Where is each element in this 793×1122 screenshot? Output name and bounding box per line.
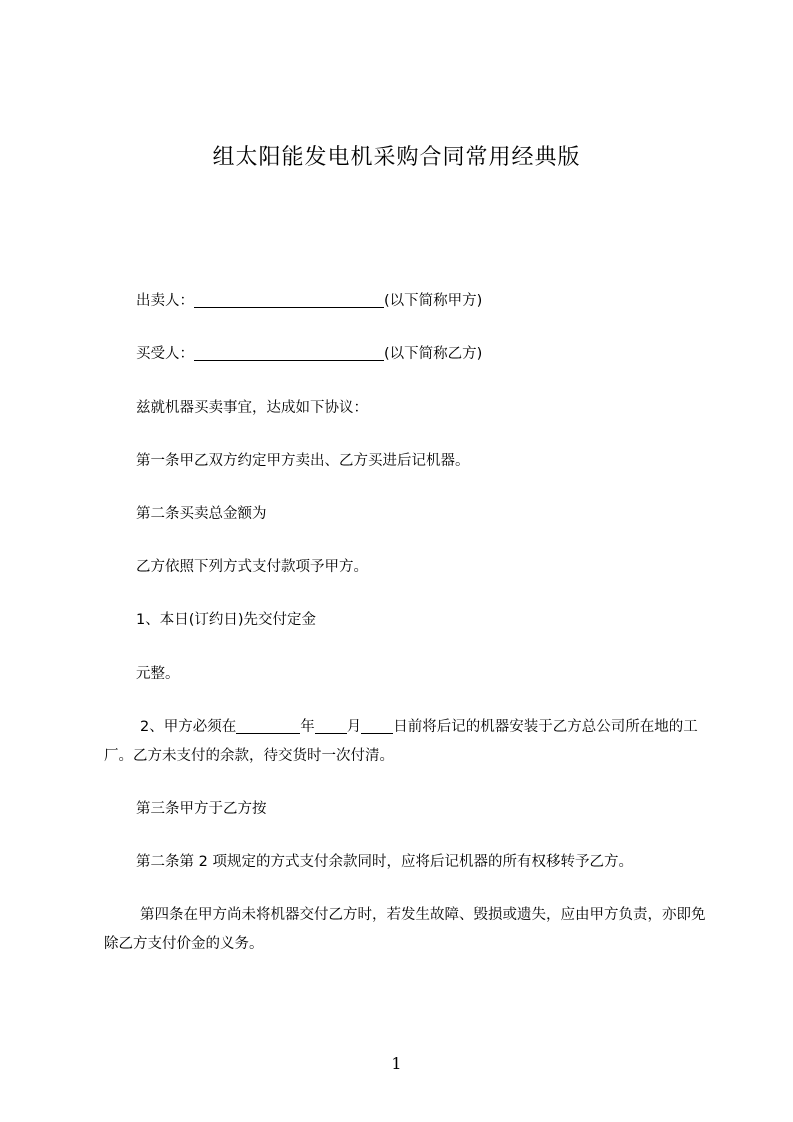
buyer-suffix: (以下简称乙方) bbox=[384, 346, 483, 362]
item-2-rest: 日前将后记的机器安装于乙方总公司所在地的工厂。乙方未支付的余款，待交货时一次付清。 bbox=[104, 719, 698, 764]
month-blank bbox=[315, 718, 347, 734]
day-blank bbox=[361, 718, 393, 734]
article-3-continued: 第二条第 2 项规定的方式支付余款同时，应将后记机器的所有权移转予乙方。 bbox=[136, 854, 633, 870]
payment-intro: 乙方依照下列方式支付款项予甲方。 bbox=[136, 559, 368, 575]
seller-suffix: (以下简称甲方) bbox=[384, 293, 483, 309]
article-1: 第一条甲乙双方约定甲方卖出、乙方买进后记机器。 bbox=[136, 453, 470, 469]
article-2: 第二条买卖总金额为 bbox=[136, 506, 267, 522]
article-4: 第四条在甲方尚未将机器交付乙方时，若发生故障、毁损或遗失，应由甲方负责，亦即免除乙方支付价金的义务。 bbox=[104, 907, 706, 952]
item-2 bbox=[104, 713, 714, 771]
year-blank bbox=[236, 718, 300, 734]
page-number: 1 bbox=[391, 1054, 402, 1073]
seller-label: 出卖人： bbox=[136, 293, 194, 309]
month-label: 月 bbox=[346, 719, 362, 735]
seller-line bbox=[104, 287, 714, 316]
item-2-prefix: 2、甲方必须在 bbox=[140, 719, 237, 735]
buyer-line bbox=[104, 340, 714, 369]
document-title: 组太阳能发电机采购合同常用经典版 bbox=[212, 145, 581, 170]
item-1-continued: 元整。 bbox=[136, 666, 180, 682]
seller-blank bbox=[194, 292, 384, 308]
buyer-label: 买受人： bbox=[136, 346, 194, 362]
intro-paragraph: 兹就机器买卖事宜，达成如下协议： bbox=[136, 400, 368, 416]
item-1: 1、本日(订约日)先交付定金 bbox=[136, 612, 317, 628]
buyer-blank bbox=[194, 345, 384, 361]
year-label: 年 bbox=[300, 719, 315, 735]
article-3: 第三条甲方于乙方按 bbox=[136, 801, 267, 817]
